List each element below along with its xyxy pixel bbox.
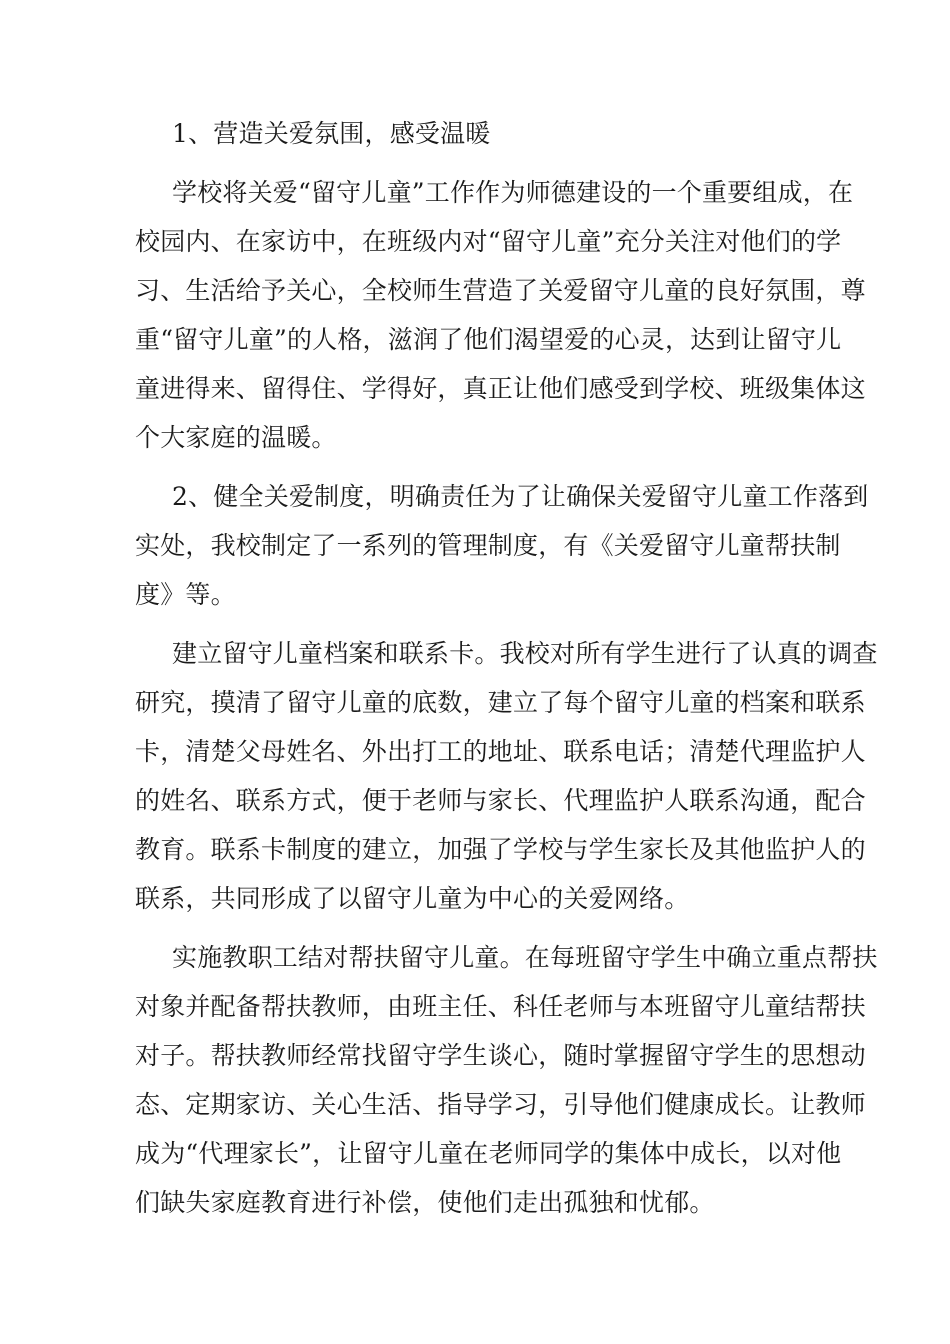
paragraph-line: 实施教职工结对帮扶留守儿童。在每班留守学生中确立重点帮扶 [172, 943, 878, 972]
paragraph-line: 实处，我校制定了一系列的管理制度，有《关爱留守儿童帮扶制 [135, 531, 841, 560]
paragraph-line: 成为“代理家长”，让留守儿童在老师同学的集体中成长，以对他 [135, 1139, 842, 1168]
paragraph-line: 的姓名、联系方式，便于老师与家长、代理监护人联系沟通，配合 [135, 786, 866, 815]
section-heading-1: 1、营造关爱氛围，感受温暖 [172, 119, 491, 148]
paragraph-line: 校园内、在家访中，在班级内对“留守儿童”充分关注对他们的学 [135, 227, 842, 256]
paragraph-line: 态、定期家访、关心生活、指导学习，引导他们健康成长。让教师 [135, 1090, 866, 1119]
paragraph-line: 童进得来、留得住、学得好，真正让他们感受到学校、班级集体这 [135, 374, 866, 403]
paragraph-line: 重“留守儿童”的人格，滋润了他们渴望爱的心灵，达到让留守儿 [135, 325, 842, 354]
paragraph-line: 度》等。 [135, 580, 236, 609]
paragraph-line: 个大家庭的温暖。 [135, 423, 337, 452]
paragraph-line: 对象并配备帮扶教师，由班主任、科任老师与本班留守儿童结帮扶 [135, 992, 866, 1021]
paragraph-line: 建立留守儿童档案和联系卡。我校对所有学生进行了认真的调查 [172, 639, 878, 668]
paragraph-line: 习、生活给予关心，全校师生营造了关爱留守儿童的良好氛围，尊 [135, 276, 866, 305]
paragraph-line: 学校将关爱“留守儿童”工作作为师德建设的一个重要组成，在 [172, 178, 854, 207]
paragraph-line: 联系，共同形成了以留守儿童为中心的关爱网络。 [135, 884, 690, 913]
paragraph-line: 研究，摸清了留守儿童的底数，建立了每个留守儿童的档案和联系 [135, 688, 866, 717]
section-heading-2: 2、健全关爱制度，明确责任为了让确保关爱留守儿童工作落到 [172, 482, 869, 511]
paragraph-line: 对子。帮扶教师经常找留守学生谈心，随时掌握留守学生的思想动 [135, 1041, 866, 1070]
paragraph-line: 教育。联系卡制度的建立，加强了学校与学生家长及其他监护人的 [135, 835, 866, 864]
paragraph-line: 们缺失家庭教育进行补偿，使他们走出孤独和忧郁。 [135, 1188, 715, 1217]
paragraph-line: 卡，清楚父母姓名、外出打工的地址、联系电话；清楚代理监护人 [135, 737, 866, 766]
